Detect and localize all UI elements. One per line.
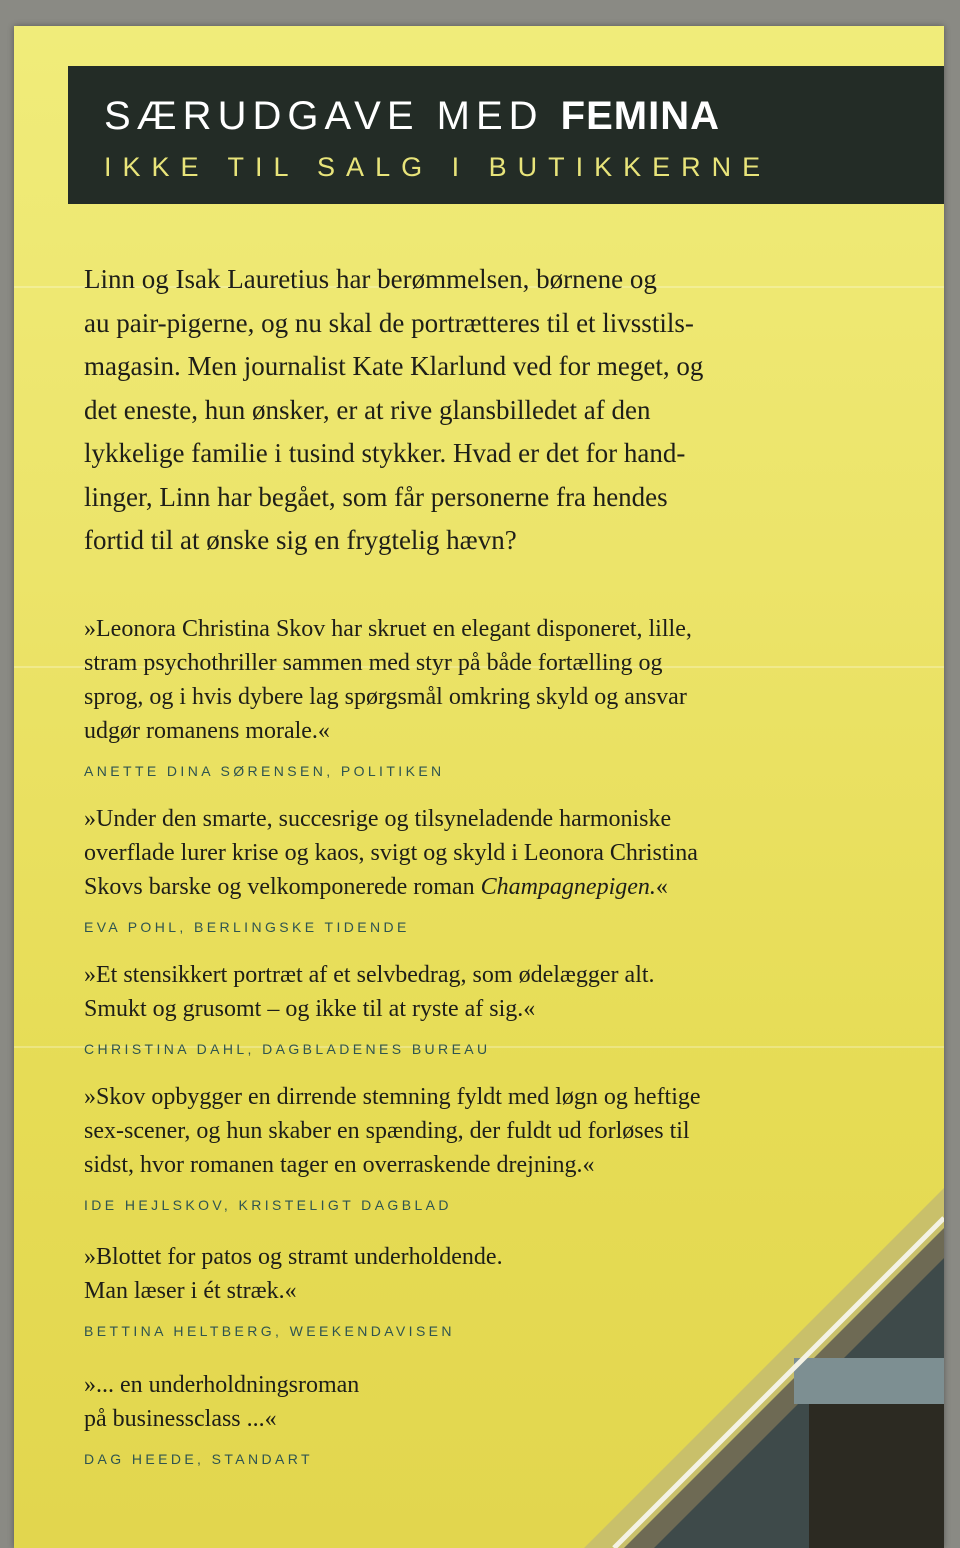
review-quote (84, 958, 904, 1066)
quote-line: »Et stensikkert portræt af et selvbedrag, som ødelægger alt. (84, 962, 655, 988)
quote-source: IDE HEJLSKOV, KRISTELIGT DAGBLAD (84, 1197, 452, 1213)
synopsis-line: au pair-pigerne, og nu skal de portrætteres til et livsstils- (84, 307, 694, 338)
quote-line: overflade lurer krise og kaos, svigt og skyld i Leonora Christina (84, 840, 698, 866)
quote-source: EVA POHL, BERLINGSKE TIDENDE (84, 919, 410, 935)
quote-line: Man læser i ét stræk.« (84, 1278, 297, 1304)
quote-close: « (655, 874, 668, 900)
quote-line: sprog, og i hvis dybere lag spørgsmål omkring skyld og ansvar (84, 684, 687, 710)
edition-banner (68, 66, 944, 204)
quote-source: BETTINA HELTBERG, WEEKENDAVISEN (84, 1323, 455, 1339)
synopsis-line: linger, Linn har begået, som får personerne fra hendes (84, 481, 668, 512)
quote-line: »Skov opbygger en dirrende stemning fyldt med løgn og heftige (84, 1084, 701, 1110)
synopsis-line: fortid til at ønske sig en frygtelig hævn? (84, 525, 517, 555)
book-back-cover (14, 26, 944, 1548)
synopsis (84, 258, 884, 563)
quote-line: sex-scener, og hun skaber en spænding, der fuldt ud forløses til (84, 1118, 690, 1144)
quote-line (84, 870, 904, 904)
synopsis-line: magasin. Men journalist Kate Klarlund ved for meget, og (84, 351, 704, 381)
banner-title-prefix: SÆRUDGAVE MED (104, 94, 561, 138)
synopsis-line: Linn og Isak Lauretius har berømmelsen, børnene og (84, 264, 657, 294)
corner-photo-graphic (584, 1188, 944, 1548)
quote-line: »... en underholdningsroman (84, 1372, 360, 1398)
review-quote (84, 612, 904, 788)
quote-source: ANETTE DINA SØRENSEN, POLITIKEN (84, 763, 445, 779)
quote-line: Smukt og grusomt – og ikke til at ryste af sig.« (84, 996, 536, 1022)
quote-line: »Blottet for patos og stramt underholdende. (84, 1244, 503, 1270)
book-title: Champagnepigen. (480, 874, 656, 900)
synopsis-line: det eneste, hun ønsker, er at rive glansbilledet af den (84, 394, 651, 425)
quote-line: stram psychothriller sammen med styr på både fortælling og (84, 650, 663, 676)
quote-line: »Leonora Christina Skov har skruet en elegant disponeret, lille, (84, 616, 692, 642)
banner-title (104, 94, 720, 139)
corner-photo-shade (809, 1404, 944, 1548)
quote-source: CHRISTINA DAHL, DAGBLADENES BUREAU (84, 1041, 491, 1057)
banner-brand: FEMINA (560, 94, 720, 138)
quote-line: på businessclass ...« (84, 1406, 277, 1432)
quote-source: DAG HEEDE, STANDART (84, 1451, 313, 1467)
synopsis-line: lykkelige familie i tusind stykker. Hvad er det for hand- (84, 438, 686, 468)
quote-line: sidst, hvor romanen tager en overraskende drejning.« (84, 1152, 595, 1178)
review-quote (84, 802, 904, 944)
quote-text: Skovs barske og velkomponerede roman (84, 874, 481, 900)
corner-photo-object (794, 1358, 944, 1404)
quote-line: »Under den smarte, succesrige og tilsyneladende harmoniske (84, 806, 672, 832)
quote-line: udgør romanens morale.« (84, 718, 330, 744)
banner-subtitle: IKKE TIL SALG I BUTIKKERNE (104, 152, 772, 182)
